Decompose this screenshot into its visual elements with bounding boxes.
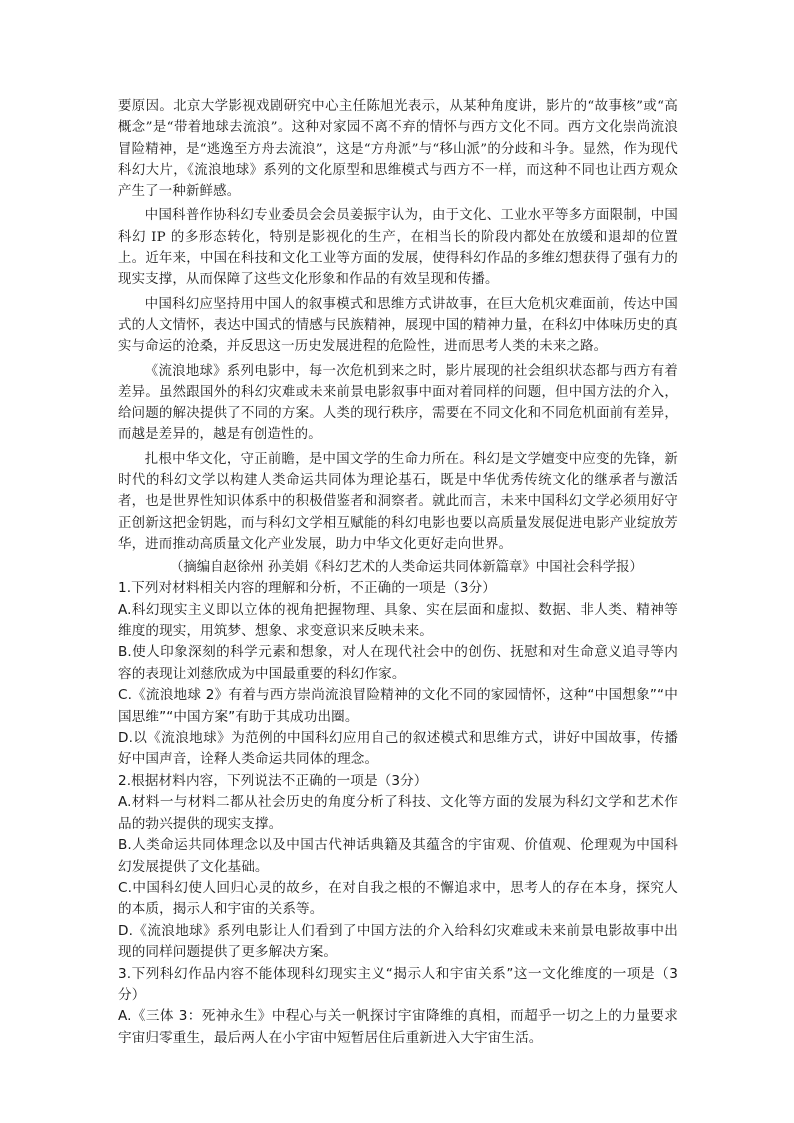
passage-source-citation: （摘编自赵徐州 孙美娟《科幻艺术的人类命运共同体新篇章》中国社会科学报） [170,560,643,576]
passage-paragraph-1: 要原因。北京大学影视戏剧研究中心主任陈旭光表示，从某种角度讲，影片的“故事核”或“高概念”是“带着地球去流浪”。这种对家园不离不弃的情怀与西方文化不同。西方文化崇尚流浪冒险精神，是“逃逸至方舟去流浪”，这是“方舟派”与“移山派”的分歧和斗争。显然，作为现代科幻大片，《流浪地球》系列的文化原型和思维模式与西方不一样，而这种不同也让西方观众产生了一种新鲜感。 [118,99,678,200]
option-a: A.科幻现实主义即以立体的视角把握物理、具象、实在层面和虚拟、数据、非人类、精神等维度的现实，用筑梦、想象、求变意识来反映未来。 [118,601,678,640]
question-1 [118,578,678,771]
question-stem: 1.下列对材料相关内容的理解和分析，不正确的一项是（3分） [118,580,496,597]
passage-paragraph-2: 中国科普作协科幻专业委员会会员姜振宇认为，由于文化、工业水平等多方面限制，中国科幻 IP 的多形态转化，特别是影视化的生产，在相当长的阶段内都处在放缓和退却的位置上。近年来，中国在科技和文化工业等方面的发展，使得科幻作品的多维幻想获得了强有力的现实支撑，从而保障了这些文化形象和作品的有效呈现和传播。 [118,208,678,288]
option-d: D.《流浪地球》系列电影让人们看到了中国方法的介入给科幻灾难或未来前景电影故事中出现的同样问题提供了更多解决方案。 [118,922,678,961]
question-2 [118,771,678,964]
question-stem: 3.下列科幻作品内容不能体现科幻现实主义“揭示人和宇宙关系”这一文化维度的一项是（3分） [118,965,678,1003]
question-stem: 2.根据材料内容，下列说法不正确的一项是（3分） [118,772,428,789]
option-b: B.人类命运共同体理念以及中国古代神话典籍及其蕴含的宇宙观、价值观、伦理观为中国科幻发展提供了文化基础。 [118,837,678,875]
document-page [118,96,678,1049]
passage-paragraph-5: 扎根中华文化，守正前瞻，是中国文学的生命力所在。科幻是文学嬗变中应变的先锋，新时代的科幻文学以构建人类命运共同体为理论基石，既是中华优秀传统文化的继承者与激活者，也是世界性知识体系中的积极借鉴者和洞察者。就此而言，未来中国科幻文学必须用好守正创新这把金钥匙，而与科幻文学相互赋能的科幻电影也要以高质量发展促进电影产业绽放芳华，进而推动高质量文化产业发展，助力中华文化更好走向世界。 [118,451,678,552]
passage-paragraph-3: 中国科幻应坚持用中国人的叙事模式和思维方式讲故事，在巨大危机灾难面前，传达中国式的人文情怀，表达中国式的情感与民族精神，展现中国的精神力量，在科幻中体味历史的真实与命运的沧桑，并反思这一历史发展进程的危险性，进而思考人类的未来之路。 [118,296,678,355]
question-3 [118,964,678,1050]
passage-paragraph-4: 《流浪地球》系列电影中，每一次危机到来之时，影片展现的社会组织状态都与西方有着差异。虽然跟国外的科幻灾难或未来前景电影叙事中面对着同样的问题，但中国方法的介入，给问题的解决提供了不同的方案。人类的现行秩序，需要在不同文化和不同危机面前有差异，而越是差异的，越是有创造性的。 [118,363,678,443]
option-a: A.材料一与材料二都从社会历史的角度分析了科技、文化等方面的发展为科幻文学和艺术作品的勃兴提供的现实支撑。 [118,794,678,832]
option-a: A.《三体 3：死神永生》中程心与关一帆探讨宇宙降维的真相，而超乎一切之上的力量要求宇宙归零重生，最后两人在小宇宙中短暂居住后重新进入大宇宙生活。 [118,1008,678,1046]
option-b: B.使人印象深刻的科学元素和想象，对人在现代社会中的创伤、抚慰和对生命意义追寻等内容的表现让刘慈欣成为中国最重要的科幻作家。 [118,644,678,682]
option-c: C.《流浪地球 2》有着与西方崇尚流浪冒险精神的文化不同的家园情怀，这种“中国想象”“中国思维”“中国方案”有助于其成功出圈。 [118,687,678,725]
option-d: D.以《流浪地球》为范例的中国科幻应用自己的叙述模式和思维方式，讲好中国故事，传播好中国声音，诠释人类命运共同体的理念。 [118,730,678,768]
option-c: C.中国科幻使人回归心灵的故乡，在对自我之根的不懈追求中，思考人的存在本身，探究人的本质，揭示人和宇宙的关系等。 [118,879,678,918]
